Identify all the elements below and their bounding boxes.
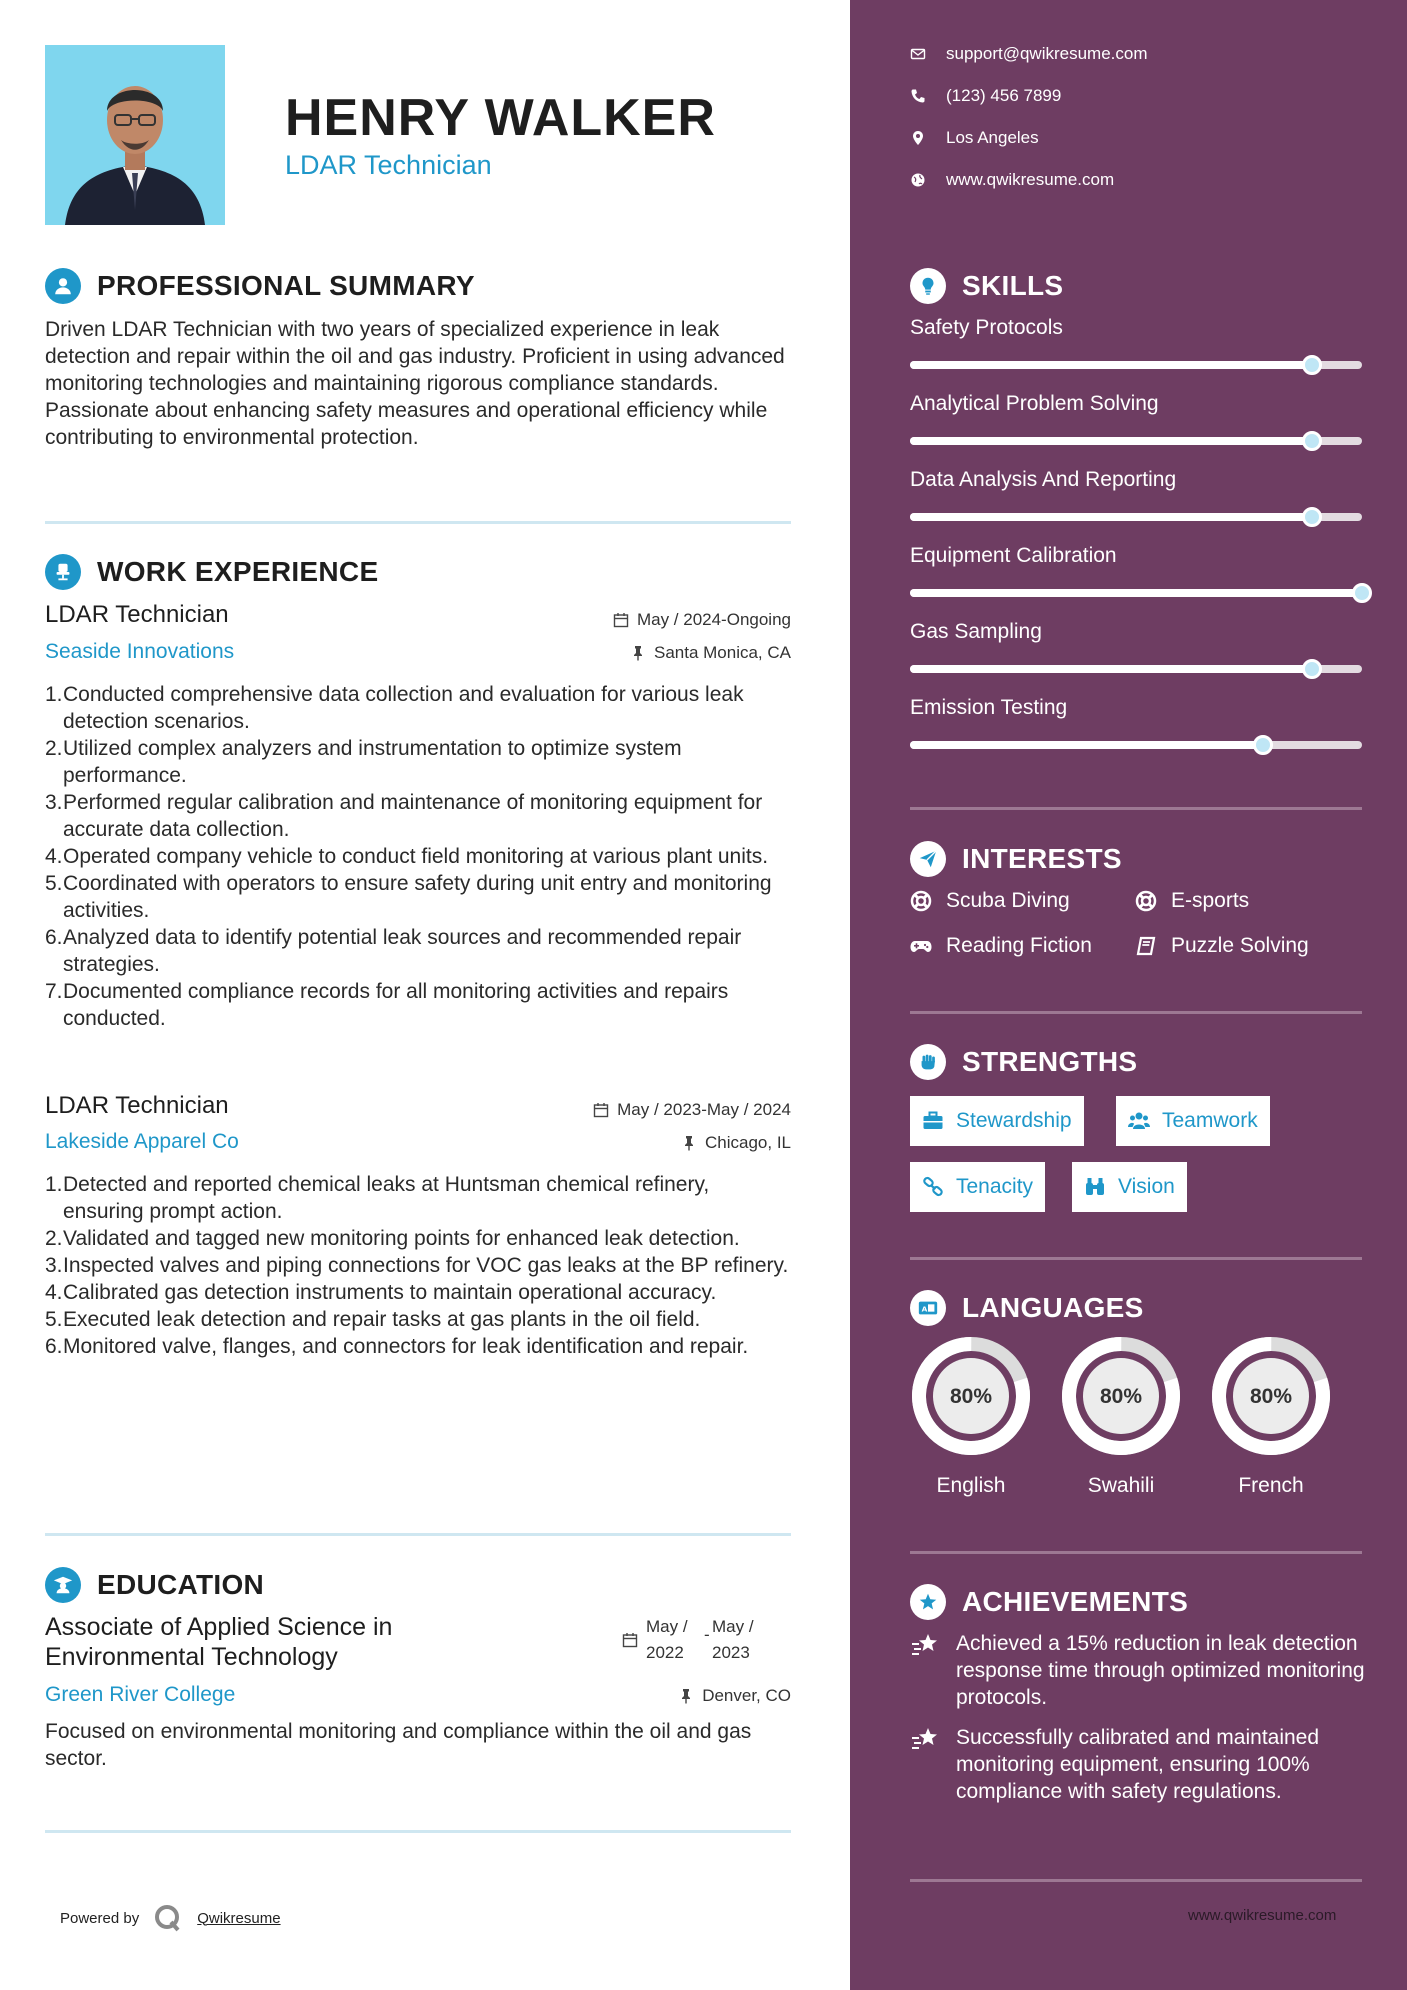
- job-title: LDAR Technician: [45, 1092, 229, 1119]
- skill-name: Emission Testing: [910, 696, 1068, 719]
- skills-title: SKILLS: [962, 270, 1064, 301]
- achievement-item: Achieved a 15% reduction in leak detection response time through optimized monitoring protocols.: [910, 1630, 1370, 1711]
- language-item: [1210, 1335, 1332, 1498]
- fist-icon: [910, 1044, 946, 1080]
- education-heading: [45, 1567, 264, 1603]
- pin-icon: [681, 1135, 697, 1151]
- interest-item: Reading Fiction: [910, 934, 1092, 958]
- list-item: 4. Operated company vehicle to conduct field monitoring at various plant units.: [45, 845, 769, 868]
- qwikresume-logo-icon: [153, 1903, 183, 1933]
- skill-name: Gas Sampling: [910, 620, 1042, 643]
- divider: [45, 1830, 791, 1833]
- shooting-star-icon: [910, 1724, 940, 1754]
- envelope-icon: [910, 46, 926, 62]
- lifebuoy-icon: [1135, 890, 1157, 912]
- sidebar: [850, 0, 1407, 1990]
- experience-heading: [45, 554, 378, 590]
- strengths-title: STRENGTHS: [962, 1046, 1138, 1077]
- strength-badge: Teamwork: [1116, 1096, 1270, 1146]
- skill-bar: [910, 741, 1362, 749]
- skill-bar: [910, 589, 1362, 597]
- list-item: 1. Detected and reported chemical leaks at Huntsman chemical refinery, ensuring prompt action.: [45, 1173, 710, 1223]
- language-ring: [1060, 1335, 1182, 1457]
- list-item: 7. Documented compliance records for all monitoring activities and repairs conducted.: [45, 980, 729, 1030]
- summary-heading: [45, 268, 475, 304]
- lightbulb-icon: [910, 268, 946, 304]
- office-chair-icon: [45, 554, 81, 590]
- list-item: 2. Utilized complex analyzers and instrumentation to optimize system performance.: [45, 737, 682, 787]
- skill-name: Data Analysis And Reporting: [910, 468, 1177, 491]
- contact-location: Los Angeles: [910, 128, 1039, 148]
- education-description: Focused on environmental monitoring and compliance within the oil and gas sector.: [45, 1720, 752, 1770]
- skill-bar-fill: [910, 513, 1312, 521]
- link-icon: [922, 1176, 944, 1198]
- job-title: LDAR Technician: [45, 601, 229, 628]
- language-item: [1060, 1335, 1182, 1498]
- map-marker-icon: [910, 130, 926, 146]
- pin-icon: [630, 645, 646, 661]
- binoculars-icon: [1084, 1176, 1106, 1198]
- footer-website[interactable]: www.qwikresume.com: [1188, 1907, 1337, 1924]
- briefcase-icon: [922, 1110, 944, 1132]
- skill-bar-fill: [910, 589, 1362, 597]
- interest-item: E-sports: [1135, 889, 1249, 913]
- interest-item: Scuba Diving: [910, 889, 1070, 913]
- achievements-heading: [910, 1584, 1188, 1620]
- calendar-icon: [622, 1632, 638, 1648]
- contact-phone[interactable]: (123) 456 7899: [910, 86, 1061, 106]
- skill-bar-fill: [910, 665, 1312, 673]
- divider: [910, 807, 1362, 810]
- strength-badge: Stewardship: [910, 1096, 1084, 1146]
- skill-level-knob: [1352, 583, 1372, 603]
- experience-title: WORK EXPERIENCE: [97, 556, 379, 587]
- candidate-role: LDAR Technician: [285, 150, 492, 180]
- skill-bar: [910, 513, 1362, 521]
- education-date: May / 2022 - May / 2023: [622, 1614, 754, 1666]
- strength-badge: Vision: [1072, 1162, 1187, 1212]
- job-bullets: [45, 681, 795, 1032]
- strength-badge: Tenacity: [910, 1162, 1045, 1212]
- language-ring: [1210, 1335, 1332, 1457]
- book-icon: [1135, 935, 1157, 957]
- education-title: EDUCATION: [97, 1569, 265, 1600]
- profile-photo: [45, 45, 225, 225]
- divider: [45, 1533, 791, 1536]
- list-item: 1. Conducted comprehensive data collection and evaluation for various leak detection scenarios.: [45, 683, 744, 733]
- company-name: Lakeside Apparel Co: [45, 1130, 239, 1153]
- calendar-icon: [613, 612, 629, 628]
- phone-icon: [910, 88, 926, 104]
- graduate-icon: [45, 1567, 81, 1603]
- company-name: Seaside Innovations: [45, 640, 235, 663]
- skill-bar-fill: [910, 361, 1312, 369]
- divider: [45, 521, 791, 524]
- skill-level-knob: [1302, 355, 1322, 375]
- language-item: [910, 1335, 1032, 1498]
- interests-heading: [910, 841, 1122, 877]
- globe-icon: [910, 172, 926, 188]
- divider: [910, 1551, 1362, 1554]
- list-item: 2. Validated and tagged new monitoring points for enhanced leak detection.: [45, 1227, 740, 1250]
- list-item: 4. Calibrated gas detection instruments to maintain operational accuracy.: [45, 1281, 717, 1304]
- skill-name: Analytical Problem Solving: [910, 392, 1159, 415]
- divider: [910, 1011, 1362, 1014]
- list-item: 3. Performed regular calibration and maintenance of monitoring equipment for accurate data collection.: [45, 791, 763, 841]
- skill-bar: [910, 665, 1362, 673]
- skill-level-knob: [1302, 431, 1322, 451]
- language-percent: 80%: [1099, 1385, 1143, 1408]
- list-item: 3. Inspected valves and piping connections for VOC gas leaks at the BP refinery.: [45, 1254, 789, 1277]
- list-item: 5. Coordinated with operators to ensure safety during unit entry and monitoring activities.: [45, 872, 772, 922]
- skill-bar: [910, 437, 1362, 445]
- gamepad-icon: [910, 935, 932, 957]
- paper-plane-icon: [910, 841, 946, 877]
- users-icon: [1128, 1110, 1150, 1132]
- language-ring: [910, 1335, 1032, 1457]
- svg-text:A: A: [921, 1304, 928, 1314]
- divider: [910, 1257, 1362, 1260]
- summary-title: PROFESSIONAL SUMMARY: [97, 270, 475, 301]
- star-badge-icon: [910, 1584, 946, 1620]
- language-name: French: [1238, 1474, 1304, 1497]
- divider: [910, 1879, 1362, 1882]
- interest-item: Puzzle Solving: [1135, 934, 1309, 958]
- strengths-heading: [910, 1044, 1137, 1080]
- summary-text: Driven LDAR Technician with two years of specialized experience in leak detection and repair within the oil and gas industry. Proficient in using advanced monitoring technologies and maintaining rigorous compliance standards. Passionate about enhancing safety measures and operational efficiency while contributing to environmental protection.: [45, 318, 785, 449]
- skill-name: Equipment Calibration: [910, 544, 1117, 567]
- list-item: 5. Executed leak detection and repair tasks at gas plants in the oil field.: [45, 1308, 701, 1331]
- calendar-icon: [593, 1102, 609, 1118]
- language-percent: 80%: [949, 1385, 993, 1408]
- language-name: English: [936, 1474, 1006, 1497]
- lifebuoy-icon: [910, 890, 932, 912]
- job-location: Chicago, IL: [681, 1133, 791, 1153]
- skill-bar-fill: [910, 437, 1312, 445]
- interests-title: INTERESTS: [962, 843, 1122, 874]
- powered-by: Powered by Qwikresume: [60, 1903, 281, 1933]
- school-name: Green River College: [45, 1683, 236, 1706]
- brand-link[interactable]: Qwikresume: [197, 1909, 281, 1927]
- languages-title: LANGUAGES: [962, 1292, 1144, 1323]
- skill-level-knob: [1302, 659, 1322, 679]
- skill-level-knob: [1302, 507, 1322, 527]
- contact-website[interactable]: www.qwikresume.com: [910, 170, 1114, 190]
- job-date: May / 2024-Ongoing: [613, 610, 791, 630]
- shooting-star-icon: [910, 1630, 940, 1660]
- list-item: 6. Monitored valve, flanges, and connectors for leak identification and repair.: [45, 1335, 749, 1358]
- job-location: Santa Monica, CA: [630, 643, 791, 663]
- achievement-item: Successfully calibrated and maintained monitoring equipment, ensuring 100% compliance with safety regulations.: [910, 1724, 1370, 1805]
- education-location: Denver, CO: [678, 1686, 791, 1706]
- skill-bar-fill: [910, 741, 1263, 749]
- translate-icon: [910, 1290, 946, 1326]
- language-percent: 80%: [1249, 1385, 1293, 1408]
- degree-title: Associate of Applied Science in Environmental Technology: [45, 1613, 393, 1671]
- language-name: Swahili: [1087, 1474, 1155, 1497]
- list-item: 6. Analyzed data to identify potential leak sources and recommended repair strategies.: [45, 926, 742, 976]
- skill-bar: [910, 361, 1362, 369]
- languages-heading: [910, 1290, 1144, 1326]
- job-bullets: [45, 1171, 795, 1360]
- job-date: May / 2023-May / 2024: [593, 1100, 791, 1120]
- skills-heading: [910, 268, 1063, 304]
- pin-icon: [678, 1688, 694, 1704]
- candidate-name: HENRY WALKER: [285, 89, 716, 147]
- achievements-title: ACHIEVEMENTS: [962, 1586, 1189, 1617]
- skill-level-knob: [1253, 735, 1273, 755]
- contact-email[interactable]: support@qwikresume.com: [910, 44, 1148, 64]
- skill-name: Safety Protocols: [910, 316, 1063, 339]
- user-icon: [45, 268, 81, 304]
